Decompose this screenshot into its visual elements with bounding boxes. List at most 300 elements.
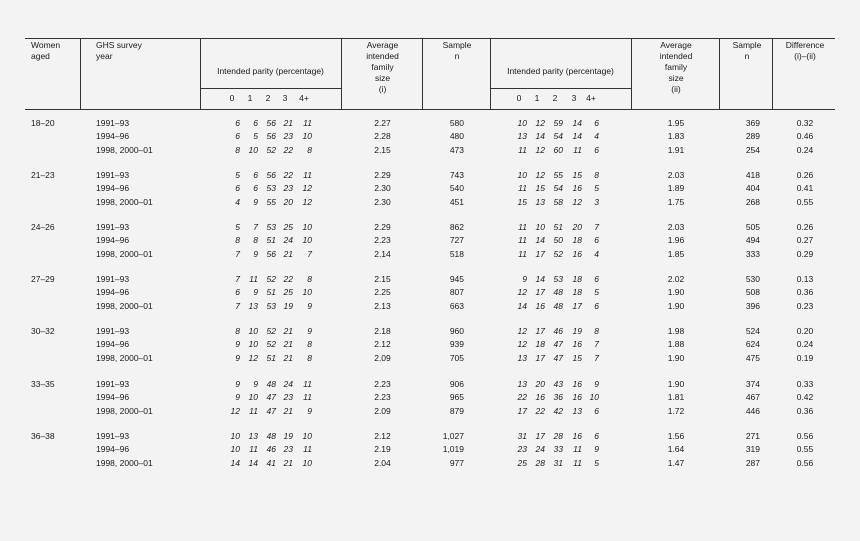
sample-n-1: 939 [449, 339, 464, 349]
parity-value: 7 [235, 301, 240, 311]
survey-year: 1991–93 [96, 118, 130, 128]
sample-n-2: 268 [745, 197, 760, 207]
sample-n-1: 743 [449, 170, 464, 180]
parity-value: 17 [535, 353, 545, 363]
parity-value: 7 [307, 249, 312, 259]
header-bottom-rule [25, 109, 835, 110]
parity-value: 5 [594, 458, 599, 468]
parity-value: 12 [302, 183, 312, 193]
parity-value: 56 [266, 249, 276, 259]
difference-value: 0.32 [796, 118, 814, 128]
parity-value: 22 [283, 145, 293, 155]
parity-value: 51 [266, 235, 276, 245]
sample-n-2: 396 [745, 301, 760, 311]
parity-value: 17 [535, 249, 545, 259]
parity-col-header: 0 [516, 93, 522, 103]
parity-value: 41 [266, 458, 276, 468]
parity-value: 11 [303, 392, 312, 402]
parity-value: 21 [283, 249, 293, 259]
parity-value: 21 [283, 118, 293, 128]
parity-value: 13 [248, 301, 258, 311]
sample-n-2: 369 [745, 118, 760, 128]
parity-value: 12 [517, 339, 527, 349]
parity-value: 23 [283, 444, 293, 454]
difference-value: 0.24 [796, 145, 814, 155]
parity-value: 17 [572, 301, 582, 311]
parity-value: 15 [517, 197, 527, 207]
parity-value: 23 [517, 444, 527, 454]
parity-value: 8 [307, 353, 312, 363]
parity-value: 6 [235, 118, 240, 128]
parity-value: 48 [266, 431, 276, 441]
age-group-label: 33–35 [31, 379, 55, 389]
parity-value: 18 [572, 235, 582, 245]
parity-value: 47 [553, 339, 563, 349]
header-sample-1: Sample n [442, 40, 472, 61]
parity-value: 46 [553, 326, 563, 336]
parity-value: 25 [517, 458, 527, 468]
parity-value: 8 [594, 326, 599, 336]
header-ghs-year: GHS survey year [96, 40, 142, 61]
parity-value: 3 [594, 197, 599, 207]
parity-value: 42 [553, 406, 563, 416]
parity-value: 16 [535, 301, 545, 311]
parity-value: 11 [303, 118, 312, 128]
parity-value: 9 [235, 392, 240, 402]
sample-n-1: 945 [449, 274, 464, 284]
sample-n-1: 965 [449, 392, 464, 402]
parity-value: 52 [553, 249, 563, 259]
parity-value: 11 [518, 235, 527, 245]
parity-value: 53 [266, 183, 276, 193]
average-family-size-ii: 1.90 [667, 353, 685, 363]
parity-value: 11 [573, 458, 582, 468]
parity-value: 5 [594, 183, 599, 193]
average-family-size-ii: 2.02 [667, 274, 685, 284]
parity-value: 12 [517, 326, 527, 336]
parity-value: 8 [307, 274, 312, 284]
average-family-size-ii: 1.98 [667, 326, 685, 336]
survey-year: 1991–93 [96, 170, 130, 180]
average-family-size-ii: 1.95 [667, 118, 685, 128]
header-average-i: Average intended family size (i) [366, 40, 399, 94]
parity-col-header: 0 [229, 93, 235, 103]
parity-col-header: 3 [571, 93, 577, 103]
parity-col-header: 2 [552, 93, 558, 103]
vrule [631, 38, 632, 109]
parity-value: 53 [266, 222, 276, 232]
parity-value: 15 [535, 183, 545, 193]
parity-value: 20 [283, 197, 293, 207]
parity-value: 28 [535, 458, 545, 468]
parity-value: 10 [302, 131, 312, 141]
parity-value: 55 [266, 197, 276, 207]
parity-value: 21 [283, 339, 293, 349]
parity-value: 46 [266, 444, 276, 454]
parity-value: 31 [553, 458, 563, 468]
parity-value: 48 [553, 287, 563, 297]
parity-value: 28 [553, 431, 563, 441]
parity-value: 12 [302, 197, 312, 207]
parity-value: 13 [517, 353, 527, 363]
parity-value: 10 [302, 458, 312, 468]
parity-value: 9 [253, 287, 258, 297]
parity-value: 5 [235, 170, 240, 180]
survey-year: 1994–96 [96, 339, 130, 349]
survey-year: 1998, 2000–01 [96, 458, 153, 468]
parity-value: 14 [535, 235, 545, 245]
average-family-size-i: 2.23 [374, 379, 391, 389]
parity-value: 9 [235, 379, 240, 389]
sample-n-2: 624 [745, 339, 760, 349]
parity-value: 13 [535, 197, 545, 207]
parity-value: 54 [553, 131, 563, 141]
parity-value: 10 [248, 326, 258, 336]
parity-value: 47 [553, 353, 563, 363]
parity-value: 23 [283, 131, 293, 141]
parity-value: 59 [553, 118, 563, 128]
sample-n-1: 663 [449, 301, 464, 311]
parity-value: 52 [266, 145, 276, 155]
parity-value: 5 [594, 287, 599, 297]
parity-value: 6 [253, 118, 258, 128]
parity-value: 53 [553, 274, 563, 284]
parity-value: 23 [283, 392, 293, 402]
parity-value: 12 [248, 353, 258, 363]
average-family-size-ii: 1.90 [667, 301, 685, 311]
parity-value: 16 [572, 183, 582, 193]
parity-value: 16 [535, 392, 545, 402]
parity-col-header: 3 [282, 93, 288, 103]
parity-value: 14 [248, 458, 258, 468]
parity-rule-left [200, 88, 341, 89]
parity-value: 48 [553, 301, 563, 311]
sample-n-2: 467 [745, 392, 760, 402]
average-family-size-ii: 1.75 [667, 197, 685, 207]
sample-n-1: 540 [449, 183, 464, 193]
parity-value: 4 [594, 131, 599, 141]
age-group-label: 27–29 [31, 274, 55, 284]
parity-value: 19 [283, 431, 293, 441]
survey-year: 1994–96 [96, 444, 130, 454]
parity-value: 11 [518, 249, 527, 259]
sample-n-2: 505 [745, 222, 760, 232]
sample-n-2: 374 [745, 379, 760, 389]
parity-value: 12 [230, 406, 240, 416]
parity-value: 11 [518, 145, 527, 155]
average-family-size-i: 2.29 [374, 222, 391, 232]
parity-value: 6 [594, 118, 599, 128]
parity-value: 11 [249, 406, 258, 416]
survey-year: 1998, 2000–01 [96, 197, 153, 207]
parity-value: 10 [302, 287, 312, 297]
parity-value: 11 [518, 183, 527, 193]
parity-value: 14 [572, 131, 582, 141]
parity-value: 18 [572, 287, 582, 297]
average-family-size-i: 2.19 [374, 444, 391, 454]
sample-n-1: 480 [449, 131, 464, 141]
average-family-size-i: 2.18 [374, 326, 391, 336]
difference-value: 0.41 [796, 183, 814, 193]
survey-year: 1994–96 [96, 183, 130, 193]
average-family-size-ii: 1.56 [667, 431, 685, 441]
parity-value: 9 [307, 301, 312, 311]
parity-value: 12 [535, 118, 545, 128]
parity-value: 22 [535, 406, 545, 416]
header-average-ii: Average intended family size (ii) [659, 40, 693, 94]
average-family-size-i: 2.13 [374, 301, 391, 311]
parity-value: 24 [283, 235, 293, 245]
parity-value: 13 [517, 379, 527, 389]
parity-col-header: 4+ [299, 93, 309, 103]
parity-value: 10 [248, 145, 258, 155]
average-family-size-ii: 2.03 [667, 170, 685, 180]
parity-value: 51 [553, 222, 563, 232]
parity-value: 10 [302, 431, 312, 441]
parity-value: 6 [235, 183, 240, 193]
parity-value: 12 [535, 145, 545, 155]
average-family-size-ii: 1.64 [667, 444, 685, 454]
parity-value: 4 [235, 197, 240, 207]
top-rule [25, 38, 835, 39]
parity-value: 10 [302, 235, 312, 245]
sample-n-1: 1,027 [442, 431, 464, 441]
vrule [719, 38, 720, 109]
parity-value: 22 [517, 392, 527, 402]
survey-year: 1994–96 [96, 392, 130, 402]
difference-value: 0.42 [796, 392, 814, 402]
parity-value: 11 [303, 170, 312, 180]
header-sample-2: Sample n [732, 40, 762, 61]
parity-value: 20 [535, 379, 545, 389]
average-family-size-i: 2.15 [374, 274, 391, 284]
average-family-size-ii: 1.91 [667, 145, 685, 155]
sample-n-1: 518 [449, 249, 464, 259]
parity-value: 10 [230, 444, 240, 454]
average-family-size-i: 2.30 [374, 197, 391, 207]
difference-value: 0.20 [796, 326, 814, 336]
parity-col-header: 4+ [586, 93, 596, 103]
survey-year: 1994–96 [96, 287, 130, 297]
parity-value: 14 [535, 131, 545, 141]
sample-n-1: 705 [449, 353, 464, 363]
parity-value: 24 [283, 379, 293, 389]
average-family-size-i: 2.23 [374, 235, 391, 245]
parity-value: 9 [594, 444, 599, 454]
header-intended-parity-1: Intended parity (percentage) [217, 66, 324, 76]
parity-value: 10 [230, 431, 240, 441]
parity-value: 54 [553, 183, 563, 193]
parity-value: 8 [594, 170, 599, 180]
parity-value: 21 [283, 406, 293, 416]
difference-value: 0.55 [796, 444, 814, 454]
average-family-size-i: 2.30 [374, 183, 391, 193]
survey-year: 1998, 2000–01 [96, 145, 153, 155]
parity-value: 16 [572, 392, 582, 402]
parity-value: 11 [249, 274, 258, 284]
parity-value: 19 [572, 326, 582, 336]
parity-value: 8 [235, 326, 240, 336]
sample-n-2: 446 [745, 406, 760, 416]
average-family-size-ii: 1.96 [667, 235, 685, 245]
average-family-size-i: 2.14 [374, 249, 391, 259]
parity-value: 14 [535, 274, 545, 284]
average-family-size-i: 2.09 [374, 406, 391, 416]
average-family-size-i: 2.28 [374, 131, 391, 141]
average-family-size-ii: 1.81 [667, 392, 685, 402]
difference-value: 0.29 [796, 249, 814, 259]
parity-value: 12 [572, 197, 582, 207]
parity-value: 21 [283, 458, 293, 468]
parity-value: 48 [266, 379, 276, 389]
average-family-size-ii: 1.47 [667, 458, 685, 468]
vrule [80, 38, 81, 109]
difference-value: 0.19 [796, 353, 814, 363]
average-family-size-i: 2.29 [374, 170, 391, 180]
parity-value: 13 [248, 431, 258, 441]
difference-value: 0.13 [796, 274, 814, 284]
parity-value: 24 [535, 444, 545, 454]
parity-value: 11 [573, 145, 582, 155]
parity-value: 10 [589, 392, 599, 402]
parity-value: 7 [235, 274, 240, 284]
parity-value: 6 [235, 287, 240, 297]
sample-n-2: 333 [745, 249, 760, 259]
parity-value: 9 [594, 379, 599, 389]
parity-value: 16 [572, 431, 582, 441]
sample-n-1: 879 [449, 406, 464, 416]
sample-n-2: 404 [745, 183, 760, 193]
parity-value: 6 [594, 274, 599, 284]
parity-value: 22 [283, 274, 293, 284]
parity-value: 10 [517, 118, 527, 128]
survey-year: 1991–93 [96, 326, 130, 336]
average-family-size-ii: 1.90 [667, 287, 685, 297]
parity-value: 17 [535, 287, 545, 297]
parity-value: 7 [253, 222, 258, 232]
parity-value: 10 [302, 222, 312, 232]
sample-n-2: 289 [745, 131, 760, 141]
difference-value: 0.56 [796, 458, 814, 468]
vrule [341, 38, 342, 109]
parity-value: 11 [303, 379, 312, 389]
parity-value: 11 [303, 444, 312, 454]
age-group-label: 21–23 [31, 170, 55, 180]
parity-value: 7 [594, 339, 599, 349]
parity-value: 6 [235, 131, 240, 141]
difference-value: 0.55 [796, 197, 814, 207]
parity-value: 13 [572, 406, 582, 416]
parity-value: 51 [266, 287, 276, 297]
parity-value: 21 [283, 353, 293, 363]
survey-year: 1994–96 [96, 131, 130, 141]
average-family-size-ii: 1.90 [667, 379, 685, 389]
parity-col-header: 1 [534, 93, 540, 103]
parity-value: 16 [572, 379, 582, 389]
parity-value: 20 [572, 222, 582, 232]
parity-value: 8 [307, 145, 312, 155]
parity-value: 6 [594, 145, 599, 155]
parity-rule-right [490, 88, 631, 89]
average-family-size-ii: 1.72 [667, 406, 685, 416]
parity-value: 25 [283, 222, 293, 232]
age-group-label: 36–38 [31, 431, 55, 441]
parity-value: 15 [572, 353, 582, 363]
survey-year: 1998, 2000–01 [96, 249, 153, 259]
parity-value: 47 [266, 392, 276, 402]
age-group-label: 18–20 [31, 118, 55, 128]
survey-year: 1991–93 [96, 274, 130, 284]
parity-value: 9 [253, 197, 258, 207]
parity-value: 5 [253, 131, 258, 141]
parity-value: 7 [235, 249, 240, 259]
parity-value: 16 [572, 339, 582, 349]
parity-value: 55 [553, 170, 563, 180]
sample-n-2: 418 [745, 170, 760, 180]
parity-value: 9 [307, 406, 312, 416]
sample-n-2: 319 [745, 444, 760, 454]
average-family-size-i: 2.23 [374, 392, 391, 402]
header-difference: Difference (i)–(ii) [785, 40, 825, 61]
parity-value: 7 [594, 222, 599, 232]
average-family-size-i: 2.09 [374, 353, 391, 363]
average-family-size-i: 2.15 [374, 145, 391, 155]
parity-value: 8 [307, 339, 312, 349]
parity-value: 50 [553, 235, 563, 245]
parity-value: 36 [553, 392, 563, 402]
average-family-size-ii: 1.88 [667, 339, 685, 349]
parity-value: 52 [266, 339, 276, 349]
parity-value: 31 [517, 431, 527, 441]
survey-year: 1991–93 [96, 222, 130, 232]
parity-value: 14 [517, 301, 527, 311]
difference-value: 0.23 [796, 301, 814, 311]
parity-value: 10 [248, 392, 258, 402]
sample-n-2: 508 [745, 287, 760, 297]
average-family-size-i: 2.04 [374, 458, 391, 468]
parity-value: 17 [535, 431, 545, 441]
average-family-size-i: 2.25 [374, 287, 391, 297]
parity-value: 14 [230, 458, 240, 468]
parity-value: 43 [553, 379, 563, 389]
sample-n-1: 1,019 [442, 444, 464, 454]
survey-year: 1998, 2000–01 [96, 353, 153, 363]
parity-value: 9 [522, 274, 527, 284]
difference-value: 0.36 [796, 287, 814, 297]
parity-value: 58 [553, 197, 563, 207]
survey-year: 1998, 2000–01 [96, 406, 153, 416]
parity-value: 14 [572, 118, 582, 128]
difference-value: 0.46 [796, 131, 814, 141]
sample-n-1: 807 [449, 287, 464, 297]
header-women-aged: Women aged [31, 40, 61, 61]
parity-value: 7 [594, 353, 599, 363]
average-family-size-ii: 1.89 [667, 183, 685, 193]
sample-n-2: 287 [745, 458, 760, 468]
parity-value: 6 [594, 235, 599, 245]
parity-value: 8 [235, 235, 240, 245]
parity-value: 11 [518, 222, 527, 232]
parity-value: 53 [266, 301, 276, 311]
parity-value: 52 [266, 326, 276, 336]
parity-value: 12 [517, 287, 527, 297]
sample-n-2: 494 [745, 235, 760, 245]
parity-value: 9 [253, 379, 258, 389]
average-family-size-i: 2.12 [374, 339, 391, 349]
difference-value: 0.24 [796, 339, 814, 349]
sample-n-1: 906 [449, 379, 464, 389]
sample-n-1: 960 [449, 326, 464, 336]
